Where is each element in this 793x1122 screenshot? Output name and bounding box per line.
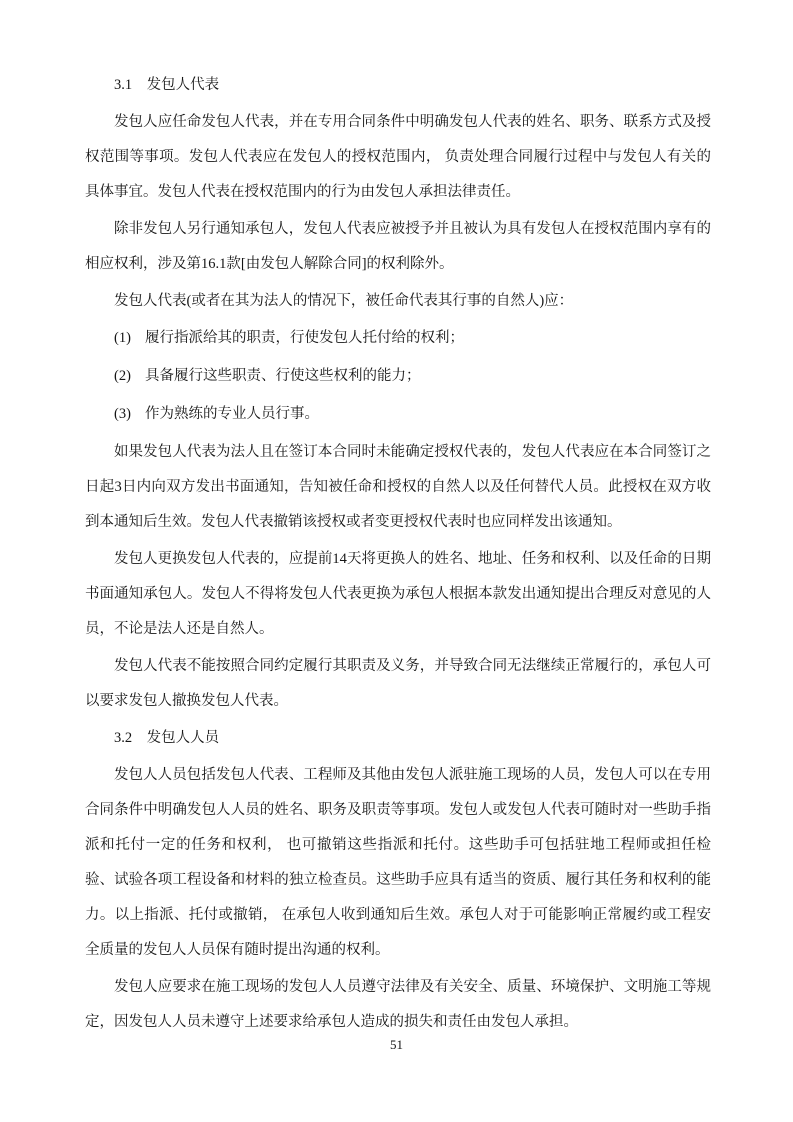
paragraph-3-1-appointment: 发包人应任命发包人代表，并在专用合同条件中明确发包人代表的姓名、职务、联系方式及授权范围等事项。发包人代表应在发包人的授权范围内， 负责处理合同履行过程中与发包人有关的具体事宜。发包人代表在授权范围内的行为由发包人承担法律责任。	[85, 114, 711, 200]
list-item-3	[85, 397, 711, 432]
list-item-1-text: 履行指派给其的职责，行使发包人托付给的权利；	[145, 330, 464, 346]
section-heading-3-1: 3.1 发包人代表	[114, 77, 220, 93]
page-number: 51	[390, 1037, 403, 1052]
list-item-1-marker: (1)	[114, 330, 131, 346]
paragraph-3-1-representative-shall: 发包人代表(或者在其为法人的情况下，被任命代表其行事的自然人)应：	[114, 293, 574, 309]
paragraph-3-1-legal-person-notice: 如果发包人代表为法人且在签订本合同时未能确定授权代表的，发包人代表应在本合同签订之日起3日内向双方发出书面通知，告知被任命和授权的自然人以及任何替代人员。此授权在双方收到本通知后生效。发包人代表撤销该授权或者变更授权代表时也应同样发出该通知。	[85, 444, 711, 530]
section-heading-3-2: 3.2 发包人人员	[114, 730, 220, 746]
list-item-1	[85, 321, 711, 356]
paragraph-3-2-personnel: 发包人人员包括发包人代表、工程师及其他由发包人派驻施工现场的人员，发包人可以在专用合同条件中明确发包人人员的姓名、职务及职责等事项。发包人或发包人代表可随时对一些助手指派和托付一定的任务和权利， 也可撤销这些指派和托付。这些助手可包括驻地工程师或担任检验、试验各项工程设备和材料的独立检查员。这些助手应具有适当的资质、履行其任务和权利的能力。以上指派、托付或撤销， 在承包人收到通知后生效。承包人对于可能影响正常履约或工程安全质量的发包人人员保有随时提出沟通的权利。	[85, 767, 711, 958]
paragraph-3-2-site-rules: 发包人应要求在施工现场的发包人人员遵守法律及有关安全、质量、环境保护、文明施工等规定，因发包人人员未遵守上述要求给承包人造成的损失和责任由发包人承担。	[85, 979, 711, 1030]
paragraph-3-1-authorization: 除非发包人另行通知承包人，发包人代表应被授予并且被认为具有发包人在授权范围内享有的相应权利，涉及第16.1款[由发包人解除合同]的权利除外。	[85, 221, 711, 272]
paragraph-3-1-removal: 发包人代表不能按照合同约定履行其职责及义务，并导致合同无法继续正常履行的，承包人可以要求发包人撤换发包人代表。	[85, 658, 711, 709]
list-item-3-text: 作为熟练的专业人员行事。	[145, 406, 319, 422]
list-item-3-marker: (3)	[114, 406, 131, 422]
paragraph-3-1-replacement: 发包人更换发包人代表的，应提前14天将更换人的姓名、地址、任务和权利、以及任命的日期书面通知承包人。发包人不得将发包人代表更换为承包人根据本款发出通知提出合理反对意见的人员，不论是法人还是自然人。	[85, 551, 711, 637]
list-item-2-marker: (2)	[114, 368, 131, 384]
list-item-2-text: 具备履行这些职责、行使这些权利的能力；	[145, 368, 421, 384]
document-body	[85, 68, 711, 1042]
list-item-2	[85, 359, 711, 394]
